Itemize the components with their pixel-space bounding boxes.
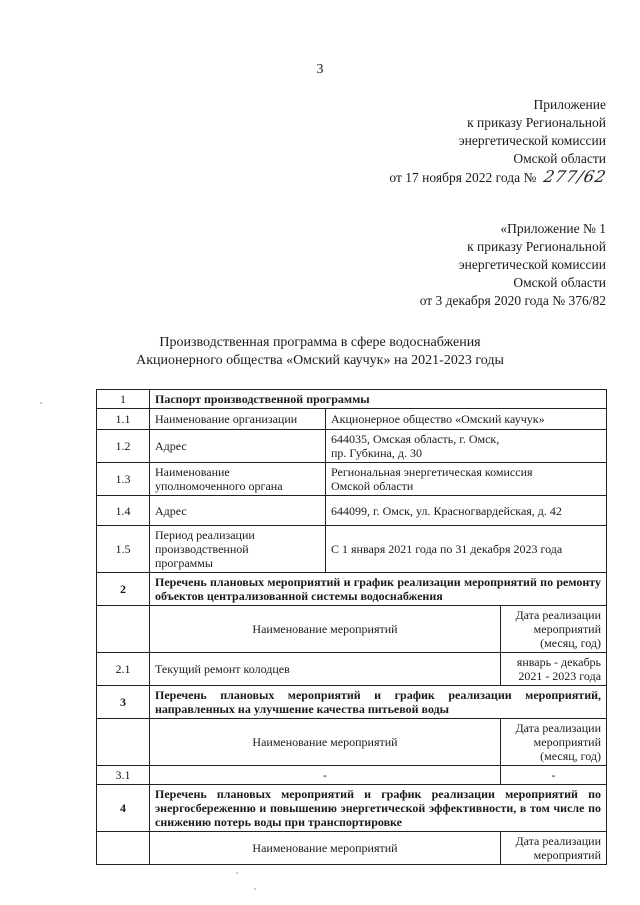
value-line: Региональная энергетическая комиссия	[331, 465, 533, 479]
row-number: 3.1	[97, 766, 150, 785]
annex-current-header	[389, 96, 609, 187]
annex-line: Омской области	[513, 151, 606, 166]
annex-line: от 3 декабря 2020 года № 376/82	[419, 293, 606, 308]
row-number: 1.3	[97, 463, 150, 496]
scan-speck	[236, 872, 238, 874]
section-number: 3	[97, 686, 150, 719]
header-line: (месяц, год)	[540, 749, 602, 763]
annex-line: Омской области	[513, 275, 606, 290]
production-program-table	[96, 389, 607, 865]
row-value: С 1 января 2021 года по 31 декабря 2023 года	[326, 526, 607, 573]
section-title: Паспорт производственной программы	[150, 390, 607, 409]
scan-speck	[254, 888, 256, 890]
handwritten-order-number: 277/62	[541, 167, 609, 186]
section-row	[97, 785, 607, 832]
label-line: программы	[155, 556, 213, 570]
section-row	[97, 686, 607, 719]
section-row	[97, 390, 607, 409]
row-label	[150, 463, 326, 496]
row-date	[501, 653, 607, 686]
annex-line: энергетической комиссии	[458, 257, 606, 272]
annex-line: «Приложение № 1	[500, 221, 606, 236]
annex-original-header	[420, 220, 606, 310]
row-number: 1.4	[97, 496, 150, 526]
header-line: (месяц, год)	[540, 636, 602, 650]
section-title: Перечень плановых мероприятий и график реализации мероприятий, направленных на улучшение качества питьевой воды	[150, 686, 607, 719]
row-value: 644099, г. Омск, ул. Красногвардейская, д. 42	[326, 496, 607, 526]
empty-cell	[97, 606, 150, 653]
column-header-date	[501, 606, 607, 653]
date-line: январь - декабрь	[516, 655, 602, 669]
table-row	[97, 409, 607, 430]
header-line: Дата реализации	[515, 721, 602, 735]
column-header-date	[501, 719, 607, 766]
row-label: Наименование организации	[150, 409, 326, 430]
table-row	[97, 463, 607, 496]
row-name: Текущий ремонт колодцев	[150, 653, 501, 686]
column-header-name: Наименование мероприятий	[150, 719, 501, 766]
table-row	[97, 496, 607, 526]
row-number: 1.1	[97, 409, 150, 430]
table-row	[97, 653, 607, 686]
row-value	[326, 463, 607, 496]
label-line: уполномоченного органа	[155, 479, 283, 493]
table-row	[97, 766, 607, 785]
value-line: пр. Губкина, д. 30	[331, 446, 422, 460]
annex-line: к приказу Региональной	[467, 115, 606, 130]
column-header-date	[501, 832, 607, 865]
row-number: 2.1	[97, 653, 150, 686]
section-number: 1	[97, 390, 150, 409]
header-line: мероприятий	[533, 622, 602, 636]
column-header-name: Наименование мероприятий	[150, 606, 501, 653]
empty-cell	[97, 719, 150, 766]
value-line: 644035, Омская область, г. Омск,	[331, 432, 500, 446]
column-header-name: Наименование мероприятий	[150, 832, 501, 865]
annex-line: энергетической комиссии	[458, 133, 606, 148]
row-date: -	[501, 766, 607, 785]
title-line: Производственная программа в сфере водоснабжения	[159, 335, 481, 350]
annex-line: Приложение	[533, 97, 606, 112]
annex-date-prefix: от 17 ноября 2022 года №	[389, 170, 537, 185]
annex-line: к приказу Региональной	[467, 239, 606, 254]
page-number: 3	[316, 62, 324, 77]
document-title	[0, 334, 640, 370]
section-row	[97, 573, 607, 606]
row-value: Акционерное общество «Омский каучук»	[326, 409, 607, 430]
table-row	[97, 526, 607, 573]
header-line: Дата реализации	[515, 608, 602, 622]
row-value	[326, 430, 607, 463]
row-label: Адрес	[150, 496, 326, 526]
title-line: Акционерного общества «Омский каучук» на 2021-2023 годы	[136, 353, 504, 368]
row-number: 1.5	[97, 526, 150, 573]
header-line: мероприятий	[533, 735, 602, 749]
section-number: 2	[97, 573, 150, 606]
annex-date-line	[389, 167, 609, 187]
column-header-row	[97, 719, 607, 766]
section-title: Перечень плановых мероприятий и график реализации мероприятий по энергосбережению и повышению энергетической эффективности, в том числе по снижению потерь воды при транспортировке	[150, 785, 607, 832]
row-name: -	[150, 766, 501, 785]
value-line: Омской области	[331, 479, 414, 493]
row-label: Адрес	[150, 430, 326, 463]
column-header-row	[97, 606, 607, 653]
row-label	[150, 526, 326, 573]
table-row	[97, 430, 607, 463]
section-title: Перечень плановых мероприятий и график реализации мероприятий по ремонту объектов централизованной системы водоснабжения	[150, 573, 607, 606]
column-header-row	[97, 832, 607, 865]
label-line: производственной	[155, 542, 249, 556]
empty-cell	[97, 832, 150, 865]
label-line: Наименование	[155, 465, 230, 479]
header-line: мероприятий	[533, 848, 602, 862]
row-number: 1.2	[97, 430, 150, 463]
scan-speck	[40, 402, 42, 404]
label-line: Период реализации	[155, 528, 255, 542]
section-number: 4	[97, 785, 150, 832]
header-line: Дата реализации	[515, 834, 602, 848]
date-line: 2021 - 2023 года	[518, 669, 602, 683]
